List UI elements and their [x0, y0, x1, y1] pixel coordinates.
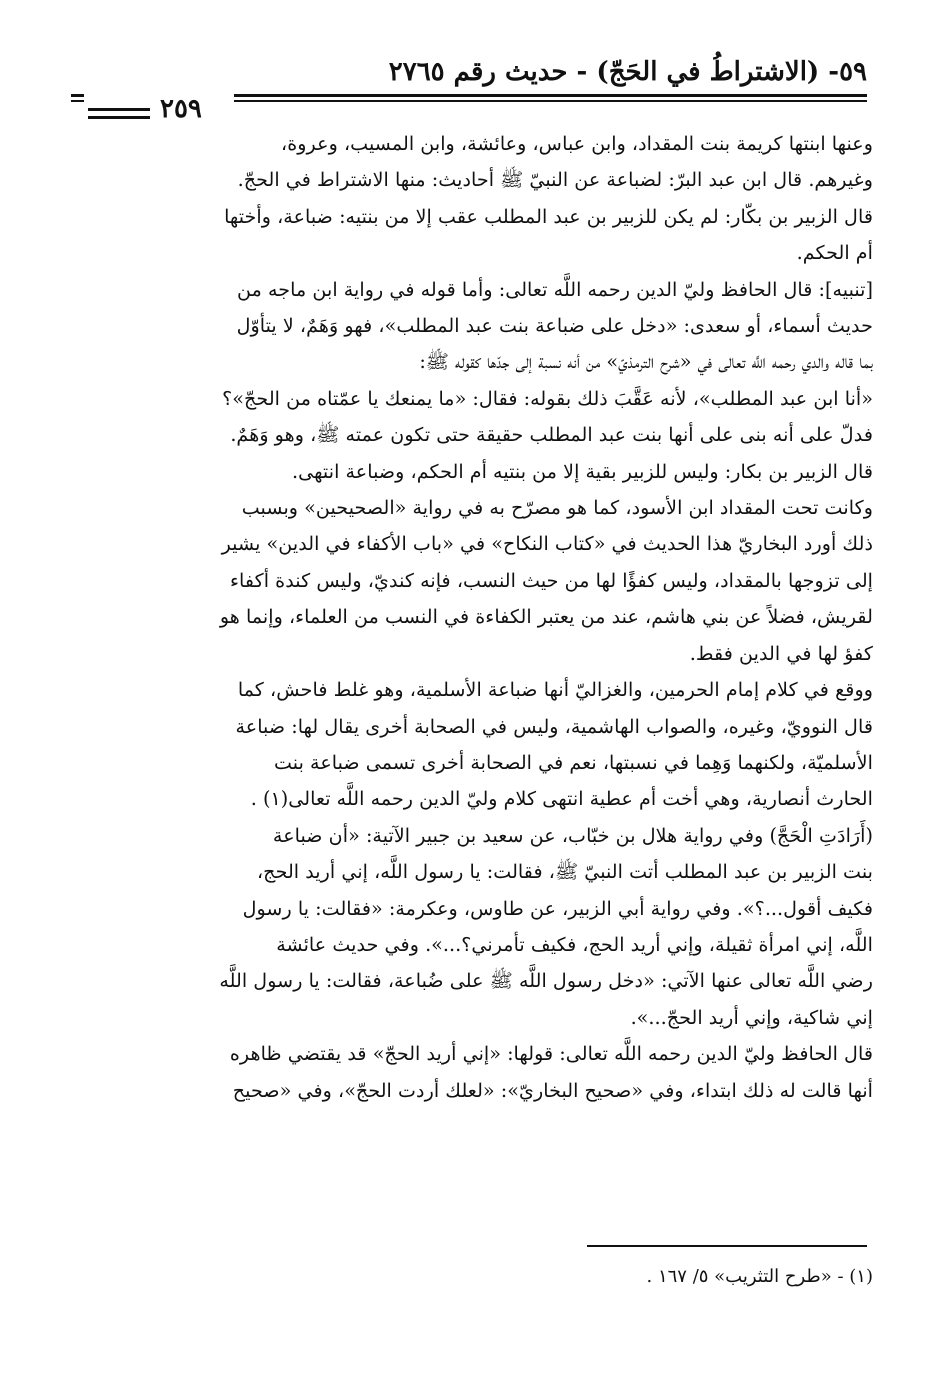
text-line: [تنبيه]: قال الحافظ وليّ الدين رحمه اللَّه تعالى: وأما قوله في رواية ابن ماجه من	[237, 277, 873, 301]
text-line: قال الزبير بن بكّار: لم يكن للزبير بن عبد المطلب عقب إلا من بنتيه: ضباعة، وأختها	[224, 204, 873, 228]
text-line: قال الزبير بن بكار: وليس للزبير بقية إلا من بنتيه أم الحكم، وضباعة انتهى.	[292, 459, 873, 483]
page-number-rule-top	[88, 108, 150, 111]
text-line: الحارث أنصارية، وهي أخت أم عطية انتهى كلام وليّ الدين رحمه اللَّه تعالى(١) .	[250, 787, 873, 811]
text-line: أنها قالت له ذلك ابتداء، وفي «صحيح البخاريّ»: «لعلك أردت الحجّ»، وفي «صحيح	[232, 1078, 873, 1102]
text-line: رضي اللَّه تعالى عنها الآتي: «دخل رسول اللَّه ﷺ على ضُباعة، فقالت: يا رسول اللَّه	[219, 969, 873, 993]
footnote: (١) - «طرح التثريب» ٥/ ١٦٧ .	[646, 1266, 873, 1287]
text-line: وكانت تحت المقداد ابن الأسود، كما هو مصرّح به في رواية «الصحيحين» وبسبب	[241, 496, 873, 520]
text-line: أم الحكم.	[796, 241, 873, 265]
text-line: قال النوويّ، وغيره، والصواب الهاشمية، وليس في الصحابة أخرى يقال لها: ضباعة	[235, 714, 873, 738]
text-line: قال الحافظ وليّ الدين رحمه اللَّه تعالى: قولها: «إني أريد الحجّ» قد يقتضي ظاهره	[229, 1042, 873, 1066]
text-line: إني شاكية، وإني أريد الحجّ...».	[630, 1005, 873, 1029]
text-line: بنت الزبير بن عبد المطلب أتت النبيّ ﷺ، فقالت: يا رسول اللَّه، إني أريد الحج،	[256, 860, 873, 884]
text-line: كفؤ لها في الدين فقط.	[689, 641, 873, 665]
text-line: ووقع في كلام إمام الحرمين، والغزاليّ أنها ضباعة الأسلمية، وهو غلط فاحش، كما	[237, 678, 873, 702]
text-line: فكيف أقول...؟». وفي رواية أبي الزبير، عن طاوس، وعكرمة: «فقالت: يا رسول	[242, 896, 873, 920]
text-line: فدلّ على أنه بنى على أنها بنت عبد المطلب حقيقة حتى تكون عمته ﷺ، وهو وَهَمٌ.	[230, 423, 873, 447]
footnote-separator	[587, 1245, 867, 1247]
text-line: ذلك أورد البخاريّ هذا الحديث في «كتاب النكاح» في «باب الأكفاء في الدين» يشير	[221, 532, 873, 556]
page-number: ٢٥٩	[160, 94, 202, 124]
text-line: إلى تزوجها بالمقداد، وليس كفؤًا لها من حيث النسب، فإنه كنديّ، وليس كندة أكفاء	[230, 568, 873, 592]
text-line: وعنها ابنتها كريمة بنت المقداد، وابن عباس، وعائشة، وابن المسيب، وعروة،	[281, 132, 873, 155]
text-line: «أنا ابن عبد المطلب»، لأنه عَقَّبَ ذلك بقوله: فقال: «ما يمنعك يا عمّتاه من الحجّ»؟	[222, 386, 873, 410]
text-line: وغيرهم. قال ابن عبد البرّ: لضباعة عن النبيّ ﷺ أحاديث: منها الاشتراط في الحجّ.	[237, 168, 873, 192]
text-line: بما قاله والدي رحمه اللَّه تعالى في «شرح الترمذيّ» من أنه نسبة إلى جدّها كقوله ﷺ:	[419, 350, 873, 374]
text-line: لقريش، فضلاً عن بني هاشم، عند من يعتبر الكفاءة في النسب من العلماء، وإنما هو	[219, 605, 873, 629]
text-line: حديث أسماء، أو سعدى: «دخل على ضباعة بنت عبد المطلب»، فهو وَهَمٌ، لا يتأوّل	[236, 314, 873, 338]
text-line: الأسلميّة، ولكنهما وَهِما في نسبتها، نعم في الصحابة أخرى تسمى ضباعة بنت	[273, 750, 873, 774]
page-number-rule-bottom	[88, 116, 150, 119]
text-line: اللَّه، إني امرأة ثقيلة، وإني أريد الحج، فكيف تأمرني؟...». وفي حديث عائشة	[276, 932, 873, 956]
text-line: (أَرَادَتِ الْحَجَّ) وفي رواية هلال بن خبّاب، عن سعيد بن جبير الآتية: «أن ضباعة	[272, 823, 873, 847]
running-header-title: ٥٩- (الاشتراطُ في الحَجّ) - حديث رقم ٢٧٦٥	[388, 57, 867, 87]
main-text	[91, 126, 873, 1109]
